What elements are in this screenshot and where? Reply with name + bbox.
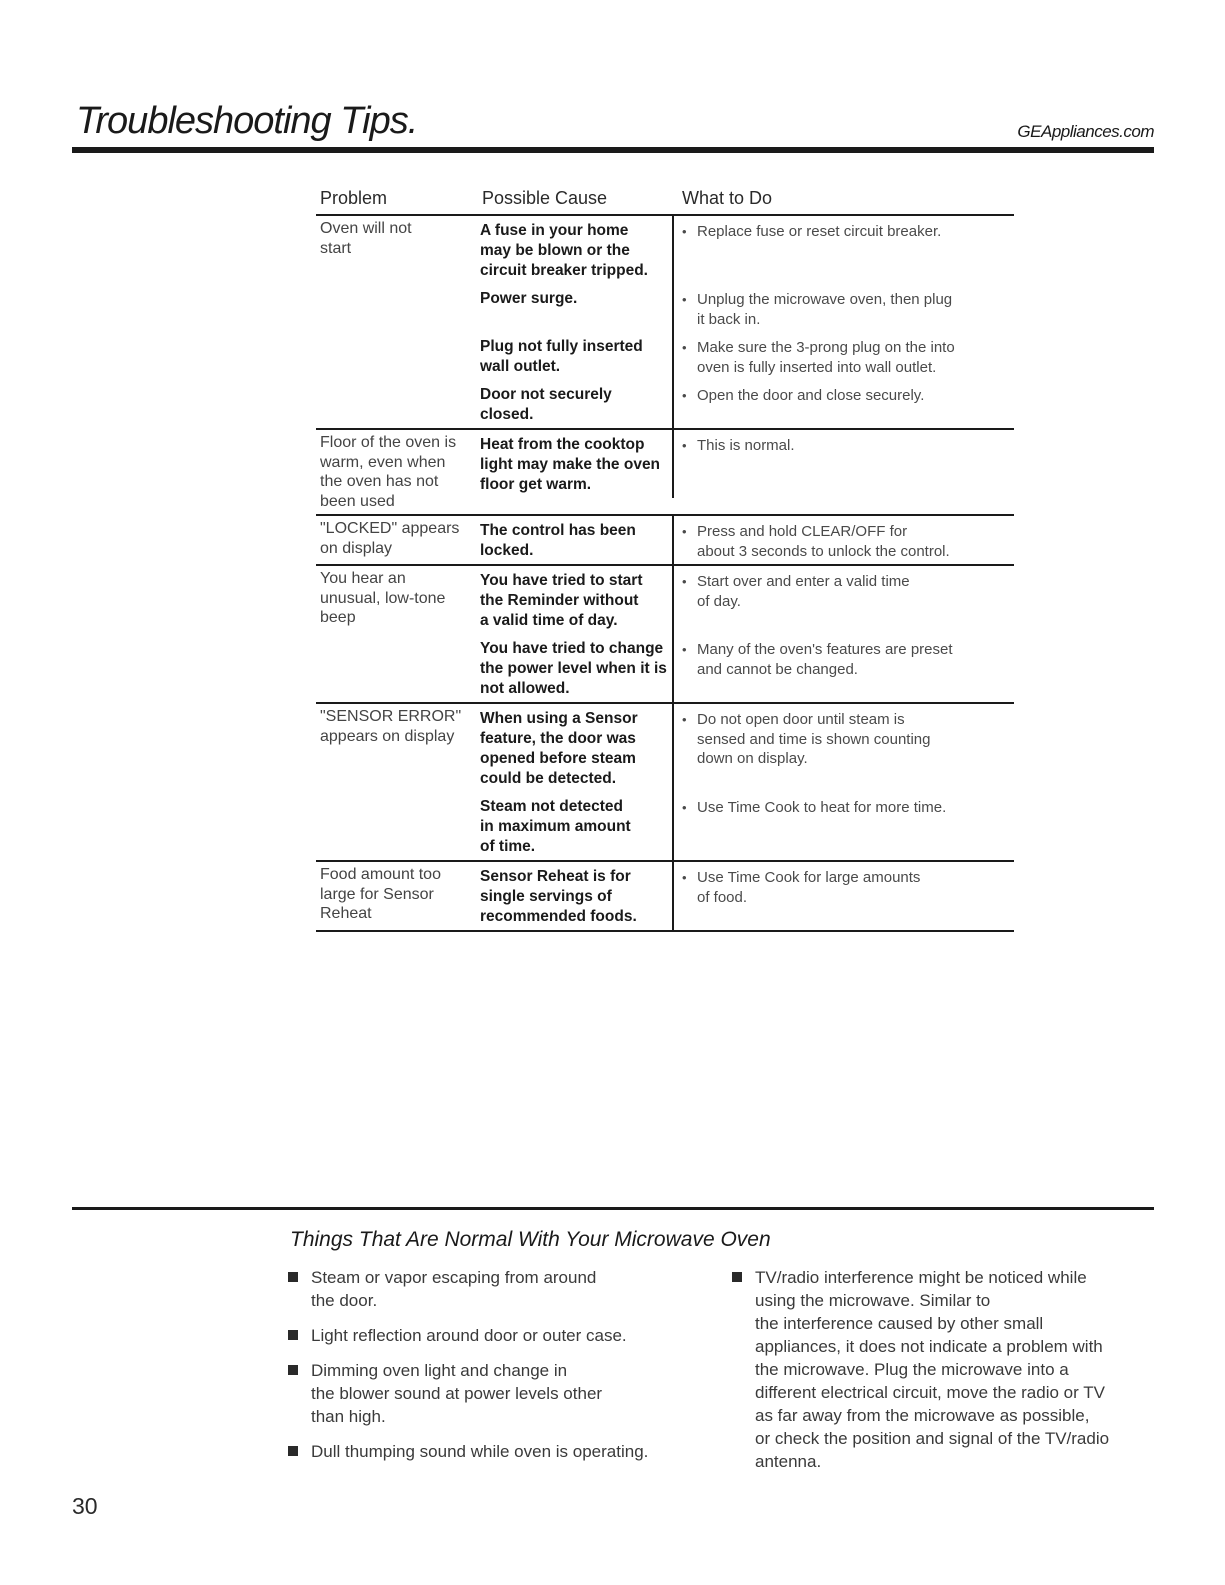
- cause-cell: Sensor Reheat is for single servings of recommended foods.: [474, 862, 674, 930]
- group-rows: [474, 216, 1014, 428]
- cause-cell: The control has been locked.: [474, 516, 674, 564]
- list-item: [286, 1359, 686, 1428]
- list-item-text: Steam or vapor escaping from around the door.: [311, 1268, 597, 1310]
- problem-cell: You hear an unusual, low-tone beep: [320, 570, 446, 626]
- problem-group: [316, 566, 1014, 704]
- list-item-text: Light reflection around door or outer case.: [311, 1326, 627, 1345]
- page-header: [72, 100, 1154, 152]
- todo-text: Make sure the 3-prong plug on the into oven is fully inserted into wall outlet.: [697, 339, 955, 376]
- normal-list-right: [730, 1266, 1150, 1485]
- bullet-icon: •: [682, 870, 687, 885]
- cause-cell: When using a Sensor feature, the door was opened before steam could be detected.: [474, 704, 674, 792]
- bullet-icon: •: [682, 800, 687, 815]
- group-rows: [474, 566, 1014, 702]
- table-row: [474, 380, 1014, 428]
- group-rows: [474, 516, 1014, 564]
- group-rows: [474, 430, 1014, 514]
- bullet-icon: •: [682, 438, 687, 453]
- todo-cell: [674, 380, 1014, 428]
- list-item: [286, 1266, 686, 1312]
- normal-section-title: Things That Are Normal With Your Microwave Oven: [290, 1228, 771, 1251]
- bullet-icon: •: [682, 524, 687, 539]
- todo-cell: [674, 566, 1014, 634]
- bullet-icon: •: [682, 574, 687, 589]
- todo-text: Many of the oven's features are preset and cannot be changed.: [697, 641, 953, 678]
- column-header-problem: Problem: [320, 188, 388, 208]
- bullet-icon: •: [682, 642, 687, 657]
- todo-text: Start over and enter a valid time of day.: [697, 573, 910, 610]
- square-bullet-icon: [288, 1272, 298, 1282]
- group-rows: [474, 862, 1014, 930]
- table-row: [474, 634, 1014, 702]
- todo-text: Use Time Cook to heat for more time.: [697, 799, 947, 816]
- site-url: GEAppliances.com: [1017, 122, 1154, 141]
- normal-list-left: [286, 1266, 686, 1475]
- todo-text: Open the door and close securely.: [697, 387, 925, 404]
- todo-text: Unplug the microwave oven, then plug it back in.: [697, 291, 953, 328]
- list-item-text: Dimming oven light and change in the blower sound at power levels other than high.: [311, 1361, 603, 1426]
- square-bullet-icon: [288, 1330, 298, 1340]
- todo-cell: [674, 430, 1014, 498]
- page-number: 30: [72, 1493, 98, 1519]
- list-item: [286, 1324, 686, 1347]
- table-row: [474, 332, 1014, 380]
- todo-cell: [674, 284, 1014, 332]
- group-rows: [474, 704, 1014, 860]
- table-row: [474, 430, 1014, 498]
- list-item-text: Dull thumping sound while oven is operating.: [311, 1442, 649, 1461]
- square-bullet-icon: [288, 1446, 298, 1456]
- todo-cell: [674, 216, 1014, 284]
- todo-text: This is normal.: [697, 437, 795, 454]
- todo-text: Replace fuse or reset circuit breaker.: [697, 223, 942, 240]
- todo-cell: [674, 516, 1014, 564]
- cause-cell: A fuse in your home may be blown or the circuit breaker tripped.: [474, 216, 674, 284]
- problem-group: [316, 862, 1014, 932]
- cause-cell: Heat from the cooktop light may make the oven floor get warm.: [474, 430, 674, 498]
- cause-cell: Plug not fully inserted wall outlet.: [474, 332, 674, 380]
- table-row: [474, 566, 1014, 634]
- cause-cell: You have tried to change the power level when it is not allowed.: [474, 634, 674, 702]
- bullet-icon: •: [682, 340, 687, 355]
- problem-group: [316, 704, 1014, 862]
- problem-cell: Oven will not start: [320, 220, 412, 257]
- table-body: [316, 216, 1014, 932]
- todo-cell: [674, 634, 1014, 702]
- todo-cell: [674, 332, 1014, 380]
- table-row: [474, 792, 1014, 860]
- problem-group: [316, 516, 1014, 566]
- list-item-text: TV/radio interference might be noticed while using the microwave. Similar to the interference caused by other small appliances, it does not indicate a problem with the microwave. Plug the microwave into a different electrical circuit, move the radio or TV as far away from the microwave as possible, or check the position and signal of the TV/radio antenna.: [755, 1268, 1110, 1471]
- square-bullet-icon: [288, 1365, 298, 1375]
- table-row: [474, 216, 1014, 284]
- section-divider: [72, 1207, 1154, 1210]
- cause-cell: You have tried to start the Reminder without a valid time of day.: [474, 566, 674, 634]
- bullet-icon: •: [682, 224, 687, 239]
- problem-cell: "SENSOR ERROR" appears on display: [320, 708, 462, 745]
- title-rule: [72, 147, 1154, 153]
- todo-text: Press and hold CLEAR/OFF for about 3 seconds to unlock the control.: [697, 523, 950, 560]
- list-item: [286, 1440, 686, 1463]
- table-row: [474, 516, 1014, 564]
- problem-cell: Floor of the oven is warm, even when the oven has not been used: [320, 434, 457, 510]
- todo-text: Use Time Cook for large amounts of food.: [697, 869, 921, 906]
- table-header: [316, 180, 1014, 216]
- table-row: [474, 284, 1014, 332]
- cause-cell: Power surge.: [474, 284, 674, 332]
- problem-cell: "LOCKED" appears on display: [320, 520, 460, 557]
- table-row: [474, 862, 1014, 930]
- problem-cell: Food amount too large for Sensor Reheat: [320, 866, 441, 922]
- cause-cell: Door not securely closed.: [474, 380, 674, 428]
- problem-group: [316, 216, 1014, 430]
- todo-cell: [674, 862, 1014, 930]
- column-header-todo: What to Do: [682, 188, 773, 208]
- troubleshooting-table: [316, 180, 1014, 932]
- todo-text: Do not open door until steam is sensed and time is shown counting down on display.: [697, 711, 931, 767]
- square-bullet-icon: [732, 1272, 742, 1282]
- todo-cell: [674, 704, 1014, 792]
- column-header-cause: Possible Cause: [482, 188, 608, 208]
- cause-cell: Steam not detected in maximum amount of time.: [474, 792, 674, 860]
- bullet-icon: •: [682, 292, 687, 307]
- page-title: Troubleshooting Tips.: [76, 100, 418, 142]
- todo-cell: [674, 792, 1014, 860]
- bullet-icon: •: [682, 712, 687, 727]
- table-row: [474, 704, 1014, 792]
- list-item: [730, 1266, 1150, 1473]
- bullet-icon: •: [682, 388, 687, 403]
- problem-group: [316, 430, 1014, 516]
